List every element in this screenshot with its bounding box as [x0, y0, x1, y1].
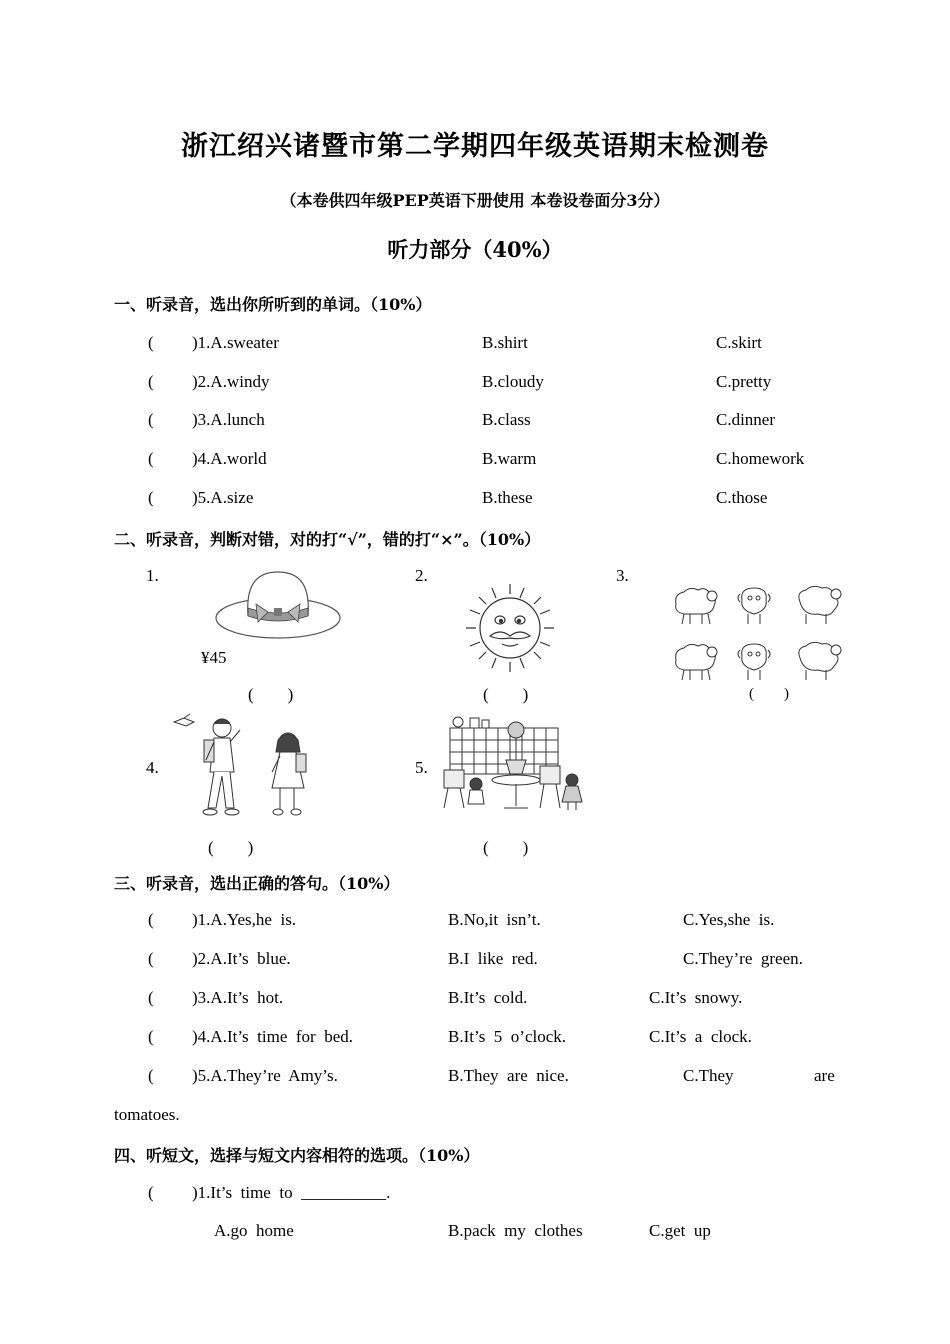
question-stem: )1.A.Yes,he is. — [192, 910, 297, 929]
option-c-word: are — [814, 1066, 835, 1085]
option-b: B.I like red. — [448, 949, 538, 968]
answer-blank[interactable]: ( — [148, 1027, 154, 1046]
option-c: C.skirt — [716, 333, 762, 352]
question-stem: )3.A.lunch — [192, 410, 265, 429]
children-icon — [170, 712, 320, 824]
question-stem: )5.A.They’re Amy’s. — [192, 1066, 338, 1085]
option-b: B.pack my clothes — [448, 1221, 583, 1240]
part-title: 听力部分（40%） — [387, 237, 563, 262]
picture-number: 2. — [415, 566, 428, 585]
answer-blank[interactable]: ( — [148, 372, 154, 391]
option-c: C.pretty — [716, 372, 772, 391]
answer-blank[interactable]: ( — [148, 1183, 154, 1202]
option-c: C.homework — [716, 449, 805, 468]
question-stem: )4.A.world — [192, 449, 267, 468]
page-subtitle: （本卷供四年级PEP英语下册使用 本卷设卷面分3分） — [280, 191, 670, 210]
answer-blank[interactable]: ( — [148, 910, 154, 929]
answer-blank[interactable]: ( — [148, 949, 154, 968]
question-stem: )5.A.size — [192, 488, 254, 507]
option-b: B.warm — [482, 449, 537, 468]
answer-blank[interactable]: ( — [148, 488, 154, 507]
section-3-heading: 三、听录音，选出正确的答句。（10%） — [114, 874, 400, 893]
question-stem: )2.A.windy — [192, 372, 270, 391]
question-stem: )3.A.It’s hot. — [192, 988, 284, 1007]
option-b: B.It’s cold. — [448, 988, 528, 1007]
option-c-continuation: tomatoes. — [114, 1105, 180, 1124]
price-label: ¥45 — [201, 648, 227, 667]
option-c: C.get up — [649, 1221, 711, 1240]
answer-blank[interactable]: ( ) — [248, 685, 294, 704]
question-stem: )1.A.sweater — [192, 333, 279, 352]
answer-blank[interactable]: ( ) — [483, 838, 529, 857]
hat-icon — [212, 568, 344, 642]
option-c: C.It’s snowy. — [649, 988, 743, 1007]
option-b: B.class — [482, 410, 531, 429]
option-c: C.those — [716, 488, 768, 507]
answer-blank[interactable]: ( — [148, 1066, 154, 1085]
question-stem: )4.A.It’s time for bed. — [192, 1027, 353, 1046]
option-c: C.They’re green. — [683, 949, 803, 968]
option-a: A.go home — [214, 1221, 294, 1240]
answer-blank[interactable]: ( ) — [483, 685, 529, 704]
option-c: C.dinner — [716, 410, 776, 429]
answer-blank[interactable]: ( ) — [749, 686, 789, 702]
option-b: B.these — [482, 488, 533, 507]
picture-number: 3. — [616, 566, 629, 585]
question-stem: )2.A.It’s blue. — [192, 949, 291, 968]
question-stem: )1.It’s time to __________. — [192, 1183, 391, 1202]
option-b: B.cloudy — [482, 372, 544, 391]
art-room-icon — [440, 714, 590, 814]
answer-blank[interactable]: ( — [148, 988, 154, 1007]
page-title: 浙江绍兴诸暨市第二学期四年级英语期末检测卷 — [181, 131, 769, 162]
option-b: B.shirt — [482, 333, 528, 352]
option-b: B.They are nice. — [448, 1066, 569, 1085]
answer-blank[interactable]: ( — [148, 333, 154, 352]
answer-blank[interactable]: ( — [148, 410, 154, 429]
picture-number: 4. — [146, 758, 159, 777]
option-c: C.Yes,she is. — [683, 910, 775, 929]
section-4-heading: 四、听短文，选择与短文内容相符的选项。（10%） — [114, 1146, 480, 1165]
section-1-heading: 一、听录音，选出你所听到的单词。（10%） — [114, 295, 432, 314]
picture-number: 1. — [146, 566, 159, 585]
sheep-icon — [672, 584, 856, 688]
option-b: B.It’s 5 o’clock. — [448, 1027, 567, 1046]
option-c: C.They — [683, 1066, 734, 1085]
answer-blank[interactable]: ( — [148, 449, 154, 468]
sun-icon — [462, 580, 558, 676]
section-2-heading: 二、听录音，判断对错，对的打“√”，错的打“×”。（10%） — [114, 530, 541, 549]
picture-number: 5. — [415, 758, 428, 777]
answer-blank[interactable]: ( ) — [208, 838, 254, 857]
option-b: B.No,it isn’t. — [448, 910, 541, 929]
option-c: C.It’s a clock. — [649, 1027, 752, 1046]
